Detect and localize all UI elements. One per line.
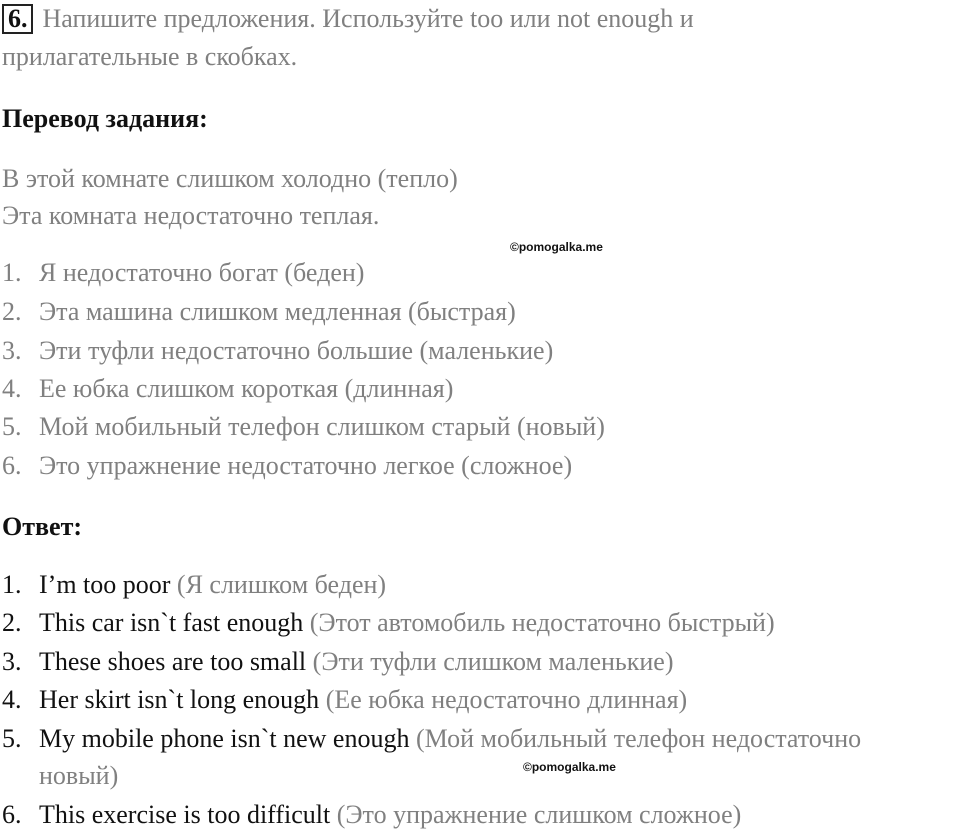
watermark-2: ©pomogalka.me — [523, 760, 616, 774]
translation-item-3: 3. Эти туфли недостаточно большие (маленькие) — [2, 336, 554, 365]
answer-item-4: 4. Her skirt isn`t long enough (Ее юбка недостаточно длинная) — [2, 685, 688, 714]
answer-item-5-continuation: новый) — [39, 761, 119, 790]
translation-item-5: 5. Мой мобильный телефон слишком старый (новый) — [2, 412, 605, 441]
answer-item-6: 6. This exercise is too difficult (Это упражнение слишком сложное) — [2, 800, 742, 829]
task-number-box: 6. — [2, 4, 33, 34]
answer-item-2: 2. This car isn`t fast enough (Этот автомобиль недостаточно быстрый) — [2, 608, 775, 637]
answer-item-5: 5. My mobile phone isn`t new enough (Мой мобильный телефон недостаточно — [2, 724, 862, 753]
answer-item-3: 3. These shoes are too small (Эти туфли слишком маленькие) — [2, 647, 674, 676]
answer-item-1: 1. I’m too poor (Я слишком беден) — [2, 570, 387, 599]
translation-item-2: 2. Эта машина слишком медленная (быстрая) — [2, 297, 516, 326]
task-text-line1: Напишите предложения. Используйте too или not enough и — [42, 4, 694, 33]
translation-item-1: 1. Я недостаточно богат (беден) — [2, 258, 365, 287]
task-statement — [2, 0, 952, 76]
translation-item-6: 6. Это упражнение недостаточно легкое (сложное) — [2, 451, 573, 480]
example-line1: В этой комнате слишком холодно (тепло) — [2, 164, 458, 193]
translation-item-4: 4. Ее юбка слишком короткая (длинная) — [2, 374, 454, 403]
answer-heading: Ответ: — [2, 512, 83, 541]
example-line2: Эта комната недостаточно теплая. — [2, 201, 380, 230]
translation-heading: Перевод задания: — [2, 104, 208, 133]
task-text-line2: прилагательные в скобках. — [2, 42, 298, 71]
watermark-1: ©pomogalka.me — [510, 240, 603, 254]
